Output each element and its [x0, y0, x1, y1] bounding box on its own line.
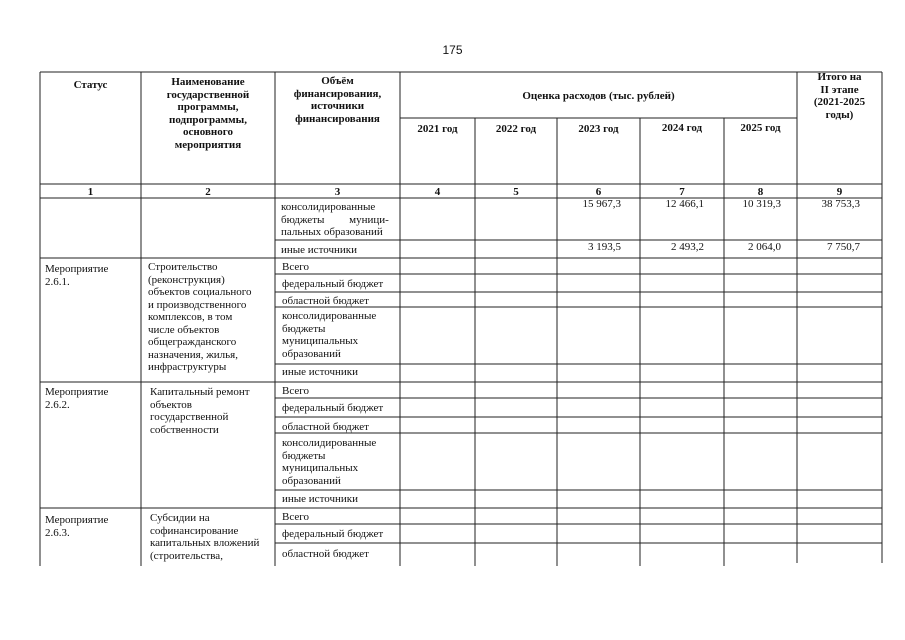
source-label: федеральный бюджет — [282, 528, 384, 540]
column-number: 7 — [679, 186, 685, 198]
value-cell: 38 753,3 — [821, 198, 860, 210]
source-label: Всего — [282, 385, 309, 397]
source-label: иные источники — [281, 244, 357, 256]
value-cell: 3 193,5 — [588, 241, 621, 253]
column-number: 4 — [434, 186, 441, 198]
source-label: иные источники — [282, 366, 358, 378]
source-label: консолидированные бюджеты муници- пальных образований — [281, 201, 389, 238]
measure-status: Мероприятие 2.6.2. — [45, 386, 109, 411]
header-volume: Объём финансирования, источники финансирования — [293, 75, 382, 125]
value-cell: 2 064,0 — [748, 241, 781, 253]
source-label: консолидированные бюджеты муниципальных образований — [282, 310, 377, 360]
header-year: 2025 год — [740, 122, 781, 134]
source-label: областной бюджет — [282, 548, 369, 560]
column-number: 1 — [87, 186, 94, 198]
value-cell: 7 750,7 — [827, 241, 860, 253]
header-year: 2023 год — [578, 123, 619, 135]
header-year: 2024 год — [661, 122, 703, 134]
value-cell: 2 493,2 — [671, 241, 704, 253]
source-label: федеральный бюджет — [282, 278, 384, 290]
header-year: 2021 год — [417, 123, 458, 135]
source-label: федеральный бюджет — [282, 402, 384, 414]
header-year: 2022 год — [495, 123, 537, 135]
header-total: Итого на II этапе (2021-2025 годы) — [813, 71, 866, 121]
source-label: Всего — [282, 261, 309, 273]
value-cell: 15 967,3 — [582, 198, 621, 210]
source-label: Всего — [282, 511, 309, 523]
page-number: 175 — [442, 43, 463, 57]
source-label: консолидированные бюджеты муниципальных образований — [282, 437, 377, 487]
value-cell: 10 319,3 — [742, 198, 781, 210]
column-number: 8 — [757, 186, 764, 198]
measure-status: Мероприятие 2.6.3. — [45, 514, 109, 539]
measure-name: Строительство (реконструкция) объектов социального и производственного комплексов, в том числе объектов общегражданского назначения, жилья, инфраструктуры — [148, 261, 252, 373]
source-label: областной бюджет — [282, 295, 369, 307]
column-number: 9 — [836, 186, 843, 198]
measure-name: Субсидии на софинансирование капитальных вложений (строительства, — [150, 512, 260, 562]
column-number: 3 — [334, 186, 341, 198]
measure-status: Мероприятие 2.6.1. — [45, 263, 109, 288]
column-number: 2 — [205, 186, 211, 198]
header-estimate: Оценка расходов (тыс. рублей) — [522, 90, 675, 102]
measure-name: Капитальный ремонт объектов государственной собственности — [150, 386, 250, 436]
header-name: Наименование государственной программы, подпрограммы, основного мероприятия — [166, 76, 250, 151]
source-label: иные источники — [282, 493, 358, 505]
header-status: Статус — [73, 79, 108, 91]
value-cell: 12 466,1 — [665, 198, 704, 210]
source-label: областной бюджет — [282, 421, 369, 433]
column-number: 5 — [513, 186, 519, 198]
column-number: 6 — [595, 186, 602, 198]
